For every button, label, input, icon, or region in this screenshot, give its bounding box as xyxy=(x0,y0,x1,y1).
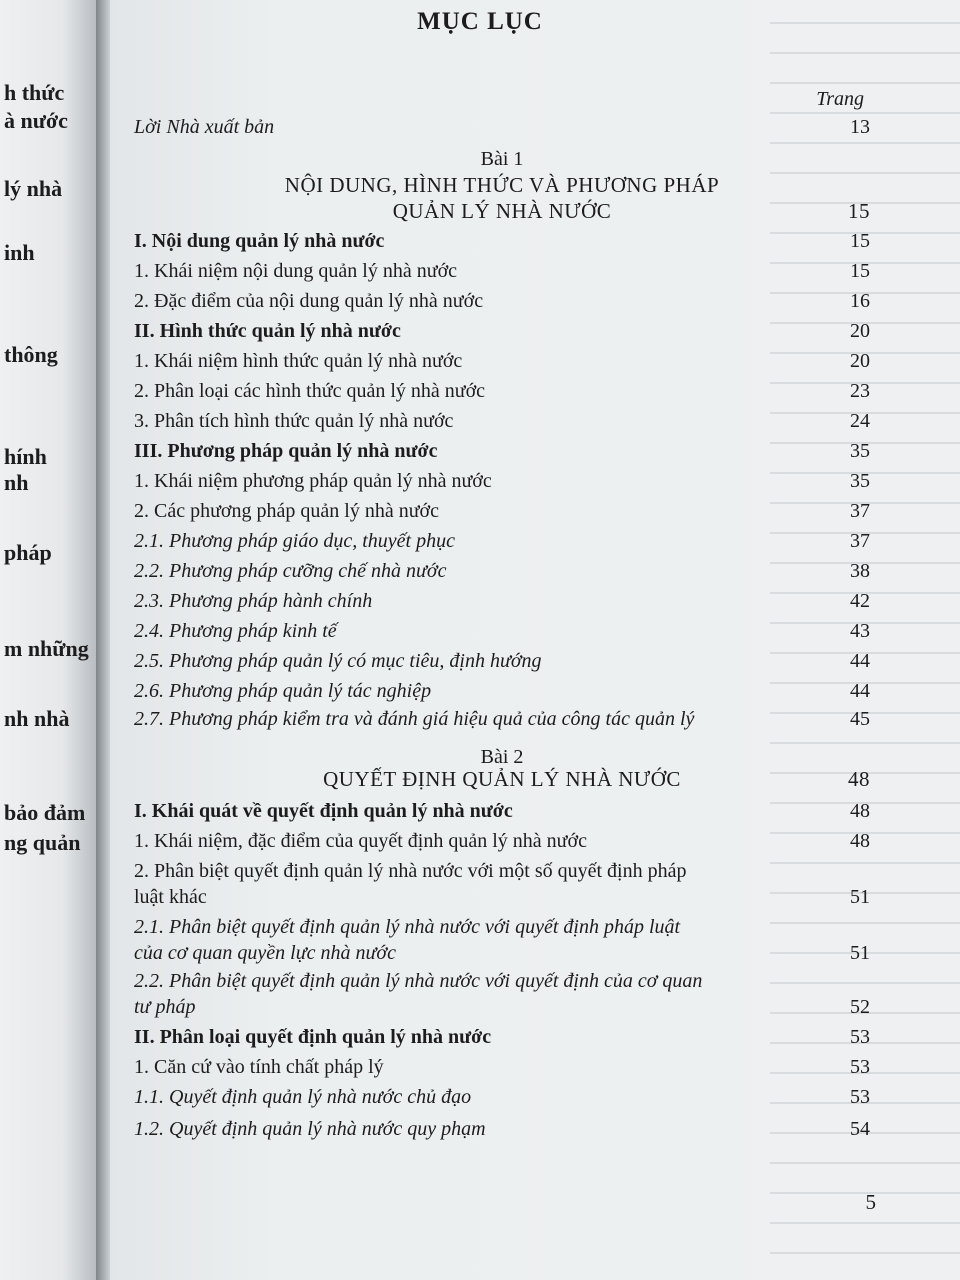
toc-entry-page: 13 xyxy=(850,116,870,138)
toc-entry-text: QUẢN LÝ NHÀ NƯỚC xyxy=(392,199,612,223)
toc-entry-page: 42 xyxy=(850,590,870,612)
toc-entry-page: 48 xyxy=(850,800,870,822)
toc-entry xyxy=(134,408,870,434)
toc-entry-text: 2.4. Phương pháp kinh tế xyxy=(134,620,337,642)
toc-entry-text: 1. Khái niệm phương pháp quản lý nhà nước xyxy=(134,470,492,492)
toc-entry-page: 52 xyxy=(850,996,870,1018)
toc-entry xyxy=(134,648,870,674)
toc-entry-text: 2.2. Phương pháp cưỡng chế nhà nước xyxy=(134,560,447,582)
toc-entry xyxy=(134,468,870,494)
toc-entry-page: 37 xyxy=(850,530,870,552)
left-page-fragment: h thức xyxy=(4,80,65,105)
toc-entry-text: 2.5. Phương pháp quản lý có mục tiêu, định hướng xyxy=(134,650,542,672)
left-page-fragment: pháp xyxy=(4,540,52,565)
toc-entry xyxy=(134,706,870,732)
left-page-fragment: ng quản xyxy=(4,830,81,855)
toc-entry-text: 3. Phân tích hình thức quản lý nhà nước xyxy=(134,410,454,432)
lesson-label xyxy=(134,146,870,172)
toc-entry xyxy=(134,994,870,1020)
toc-entry-text: II. Phân loại quyết định quản lý nhà nước xyxy=(134,1026,492,1048)
toc-entry-text: NỘI DUNG, HÌNH THỨC VÀ PHƯƠNG PHÁP xyxy=(284,173,720,197)
toc-entry xyxy=(134,588,870,614)
left-page-fragment: lý nhà xyxy=(4,176,63,201)
left-facing-page xyxy=(0,0,104,1280)
toc-entry xyxy=(134,438,870,464)
toc-entry xyxy=(134,884,870,910)
left-page-fragment: à nước xyxy=(4,108,68,133)
toc-entry xyxy=(134,618,870,644)
toc-entry-text: III. Phương pháp quản lý nhà nước xyxy=(134,440,438,462)
lesson-heading xyxy=(134,766,870,792)
toc-entry-page: 53 xyxy=(850,1086,870,1108)
toc-entry xyxy=(134,940,870,966)
toc-entry-text: 1. Khái niệm, đặc điểm của quyết định quản lý nhà nước xyxy=(134,830,587,852)
left-page-fragment: m những xyxy=(4,636,89,661)
toc-entry xyxy=(134,1084,870,1110)
lesson-heading xyxy=(134,198,870,224)
toc-entry-page: 53 xyxy=(850,1056,870,1078)
toc-entry xyxy=(134,114,870,140)
toc-entry-page: 35 xyxy=(850,440,870,462)
toc-entry-text: 2. Phân loại các hình thức quản lý nhà nước xyxy=(134,380,486,402)
toc-entry xyxy=(134,968,870,994)
toc-entry xyxy=(134,678,870,704)
toc-entry xyxy=(134,348,870,374)
toc-entry-page: 20 xyxy=(850,320,870,342)
toc-entry-page: 37 xyxy=(850,500,870,522)
toc-entry-page: 43 xyxy=(850,620,870,642)
toc-entry-text: Lời Nhà xuất bản xyxy=(134,116,275,138)
toc-entry-page: 20 xyxy=(850,350,870,372)
toc-entry-text: 1.1. Quyết định quản lý nhà nước chủ đạo xyxy=(134,1086,472,1108)
left-page-fragment: inh xyxy=(4,240,35,265)
toc-entry xyxy=(134,378,870,404)
toc-entry-text: QUYẾT ĐỊNH QUẢN LÝ NHÀ NƯỚC xyxy=(323,767,681,791)
toc-entry-text: 2.1. Phân biệt quyết định quản lý nhà nước với quyết định pháp luật xyxy=(134,916,681,938)
toc-entry-page: 24 xyxy=(850,410,870,432)
toc-entry-text: Bài 1 xyxy=(480,148,524,170)
toc-entry-text: 2.7. Phương pháp kiểm tra và đánh giá hiệu quả của công tác quản lý xyxy=(134,708,695,730)
toc-entry-text: 2. Các phương pháp quản lý nhà nước xyxy=(134,500,439,522)
toc-entry-page: 51 xyxy=(850,886,870,908)
toc-entry-page: 15 xyxy=(850,260,870,282)
toc-entry xyxy=(134,858,870,884)
toc-entry xyxy=(134,288,870,314)
page-number: 5 xyxy=(865,1190,876,1214)
toc-entry-text: I. Nội dung quản lý nhà nước xyxy=(134,230,385,252)
toc-entry-text: 1. Căn cứ vào tính chất pháp lý xyxy=(134,1056,384,1078)
toc-entry-text: Bài 2 xyxy=(480,746,524,768)
left-page-fragment: nh nhà xyxy=(4,706,70,731)
toc-entry-text: 1.2. Quyết định quản lý nhà nước quy phạm xyxy=(134,1118,486,1140)
toc-entry-page: 35 xyxy=(850,470,870,492)
toc-entry-page: 45 xyxy=(850,708,870,730)
toc-entry-page: 15 xyxy=(850,230,870,252)
toc-entry xyxy=(134,828,870,854)
toc-entry-text: 1. Khái niệm nội dung quản lý nhà nước xyxy=(134,260,458,282)
toc-entry-page: 44 xyxy=(850,680,870,702)
toc-entry xyxy=(134,1054,870,1080)
toc-entry-text: luật khác xyxy=(134,886,207,908)
toc-entry xyxy=(134,1116,870,1142)
toc-entry xyxy=(134,498,870,524)
toc-entry xyxy=(134,798,870,824)
toc-title: MỤC LỤC xyxy=(417,8,543,35)
toc-entry-page: 23 xyxy=(850,380,870,402)
toc-entry-text: 2.1. Phương pháp giáo dục, thuyết phục xyxy=(134,530,455,552)
toc-entry xyxy=(134,228,870,254)
toc-entry xyxy=(134,258,870,284)
toc-entry-page: 51 xyxy=(850,942,870,964)
toc-entry xyxy=(134,1024,870,1050)
left-page-fragment: nh xyxy=(4,470,29,495)
left-page-fragment: bảo đảm xyxy=(4,800,86,825)
toc-entry-text: 2. Phân biệt quyết định quản lý nhà nước với một số quyết định pháp xyxy=(134,860,687,882)
toc-entry-page: 53 xyxy=(850,1026,870,1048)
toc-entry-text: của cơ quan quyền lực nhà nước xyxy=(134,942,396,964)
toc-entry-page: 15 xyxy=(848,199,870,223)
toc-entry xyxy=(134,318,870,344)
toc-entry-text: 2.6. Phương pháp quản lý tác nghiệp xyxy=(134,680,432,702)
left-page-fragment: hính xyxy=(4,444,47,469)
toc-entry-page: 16 xyxy=(850,290,870,312)
toc-entry xyxy=(134,528,870,554)
toc-entry xyxy=(134,558,870,584)
toc-entry-page: 44 xyxy=(850,650,870,672)
toc-entry-page: 38 xyxy=(850,560,870,582)
toc-entry-page: 48 xyxy=(850,830,870,852)
toc-entry-text: tư pháp xyxy=(134,996,196,1018)
toc-entry-text: II. Hình thức quản lý nhà nước xyxy=(134,320,401,342)
lesson-heading xyxy=(134,172,870,198)
toc-entry-text: 1. Khái niệm hình thức quản lý nhà nước xyxy=(134,350,463,372)
toc-entry-text: 2.3. Phương pháp hành chính xyxy=(134,590,373,612)
toc-entry-page: 54 xyxy=(850,1118,870,1140)
toc-entry-page: 48 xyxy=(848,767,870,791)
left-page-fragment: thông xyxy=(4,342,58,367)
toc-entry-text: 2.2. Phân biệt quyết định quản lý nhà nước với quyết định của cơ quan xyxy=(134,970,703,992)
toc-entry-text: I. Khái quát về quyết định quản lý nhà nước xyxy=(134,800,513,822)
page-column-header: Trang xyxy=(816,88,864,110)
toc-entry-text: 2. Đặc điểm của nội dung quản lý nhà nước xyxy=(134,290,484,312)
toc-entry xyxy=(134,914,870,940)
